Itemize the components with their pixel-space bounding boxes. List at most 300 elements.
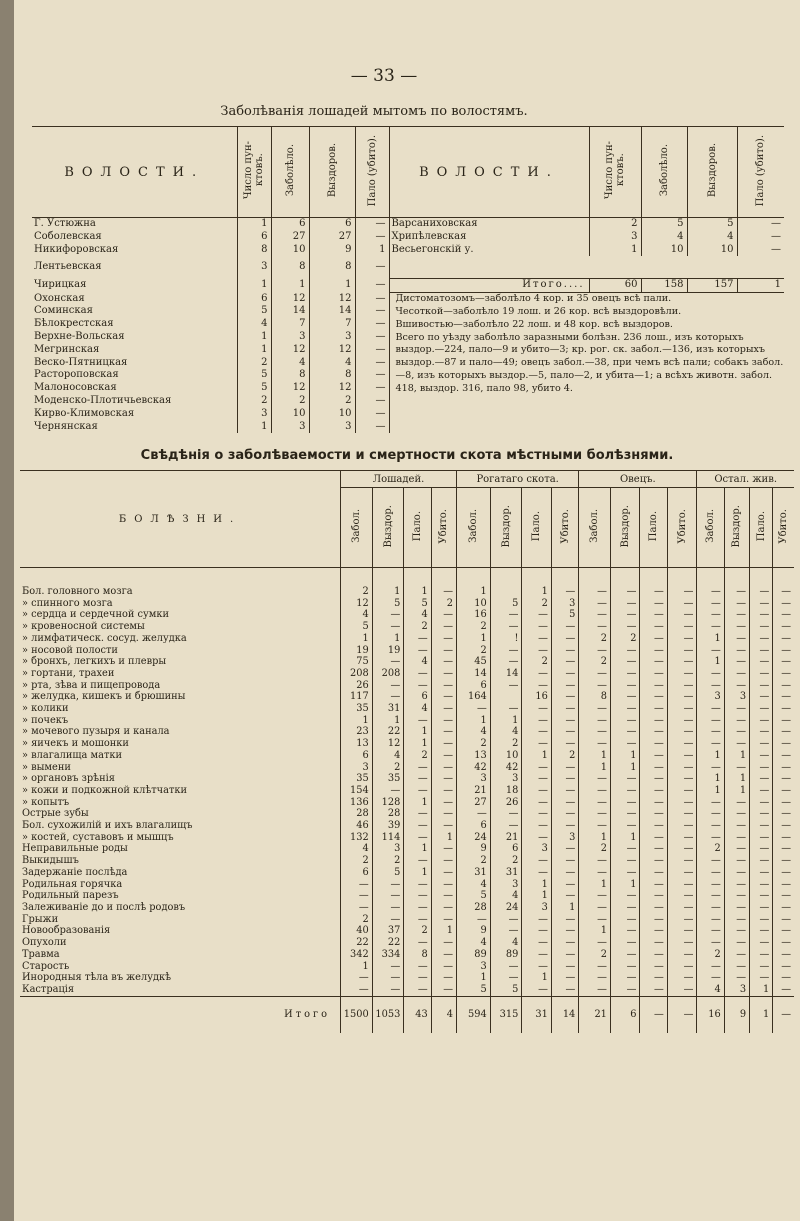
disease-value: 6 [341,750,373,762]
volost-value-s: 2 [271,395,309,408]
t2-row [20,890,794,902]
disease-value: — [724,586,749,598]
disease-value: — [640,984,667,996]
disease-value: — [431,668,456,680]
disease-value: — [724,914,749,926]
volost-value-r: 5 [687,218,737,231]
disease-value: — [522,738,552,750]
disease-value: 8 [579,691,611,703]
t1-total-r: 157 [687,279,737,293]
disease-value: — [750,609,773,621]
t1-note: Всего по уѣзду заболѣло заразными болѣзн. 236 лош., изъ которыхъ выздор.—224, пало—9 и убито—3; кр. рог. ск. забол.—136, изъ которыхъ выздор.—87 и пало—49; овецъ забол.—38, при чемъ всѣ пали; собакъ забол.—8, изъ которыхъ выздор.—5, пало—2, и убита—1; а всѣхъ животн. забол. 418, выздор. 316, пало 98, убито 4. [395,331,784,394]
disease-value: — [724,972,749,984]
disease-value: 1 [724,750,749,762]
disease-value: — [750,914,773,926]
disease-value: — [724,820,749,832]
disease-value: 5 [457,890,491,902]
disease-value: 22 [372,937,404,949]
disease-value: — [640,785,667,797]
disease-value: 2 [372,855,404,867]
volost-value-p: 8 [237,244,271,257]
disease-value: — [724,832,749,844]
t1-total-label: Итого.... [389,279,589,293]
volost-value-s: 3 [271,421,309,434]
disease-value: 12 [341,598,373,610]
disease-value: 31 [457,867,491,879]
disease-value: — [610,843,640,855]
disease-value: — [610,937,640,949]
volost-value-s: 1 [271,279,309,293]
disease-value: — [640,855,667,867]
disease-value: 4 [457,937,491,949]
volost-name: Соболевская [34,230,102,242]
disease-value: — [341,902,373,914]
t2-row [20,668,794,680]
disease-value: 45 [457,656,491,668]
t2-subhead: Выздор. [731,504,743,548]
disease-value: — [522,773,552,785]
disease-value: — [640,902,667,914]
disease-value: 1 [457,586,491,598]
disease-value: 1 [404,843,431,855]
disease-value: — [522,937,552,949]
volost-name: Бѣлокрестская [34,318,114,330]
disease-value: 208 [372,668,404,680]
disease-value: 2 [579,949,611,961]
disease-value: — [610,738,640,750]
disease-value: 1 [697,773,724,785]
volost-name: Чирицкая [34,279,87,291]
volost-name: Никифоровская [34,243,119,255]
disease-value: — [773,773,794,785]
disease-value: — [750,633,773,645]
disease-value: — [750,785,773,797]
disease-value: 5 [372,598,404,610]
disease-value: — [522,832,552,844]
disease-value: 1 [610,832,640,844]
disease-value: 42 [490,762,522,774]
t2-row [20,949,794,961]
disease-value: — [551,785,578,797]
disease-name: Родильный парезъ [22,890,119,902]
disease-value: — [431,879,456,891]
disease-value: 132 [341,832,373,844]
disease-value: 3 [522,902,552,914]
disease-value: — [551,820,578,832]
disease-value: — [404,773,431,785]
disease-name: » носовой полости [22,644,118,656]
volost-value-d: — [355,344,389,357]
volost-value-s: 12 [271,382,309,395]
disease-value: 1 [579,750,611,762]
disease-value: — [724,598,749,610]
disease-value: 1 [372,715,404,727]
disease-value: — [522,680,552,692]
disease-value: 5 [457,984,491,996]
t2-spacer [20,568,794,587]
disease-value: 2 [431,598,456,610]
disease-value: 21 [490,832,522,844]
disease-value: — [724,961,749,973]
disease-value: 4 [490,890,522,902]
disease-value: — [490,609,522,621]
disease-value: — [551,715,578,727]
disease-value: — [724,738,749,750]
disease-value: 19 [341,645,373,657]
disease-value: 117 [341,691,373,703]
t2-row [20,879,794,891]
disease-value: — [610,668,640,680]
disease-value: — [522,797,552,809]
disease-value: — [667,902,697,914]
disease-value: — [773,633,794,645]
t2-total-value: 1500 [341,996,373,1033]
volost-value-d: — [355,382,389,395]
disease-value: — [610,961,640,973]
disease-value: 1 [404,586,431,598]
disease-value: — [750,762,773,774]
disease-value: — [640,703,667,715]
disease-value: — [490,703,522,715]
disease-value: — [610,914,640,926]
disease-value: 24 [490,902,522,914]
disease-value: 1 [431,925,456,937]
disease-value: — [522,961,552,973]
disease-value: 1 [404,797,431,809]
disease-value: — [724,645,749,657]
t2-row [20,797,794,809]
disease-value: — [610,609,640,621]
volost-value-d: — [355,231,389,244]
disease-value: — [750,808,773,820]
volost-value-r: 14 [309,305,355,318]
disease-value: 28 [457,902,491,914]
disease-value: — [404,902,431,914]
disease-value: — [773,797,794,809]
disease-value: — [610,691,640,703]
t2-subhead: Убито. [559,508,571,544]
t1-row [32,256,784,279]
disease-value: — [667,762,697,774]
disease-value: — [667,855,697,867]
disease-name: Задержаніе послѣда [22,866,128,878]
disease-value: — [551,972,578,984]
disease-value: — [667,715,697,727]
disease-value: — [431,902,456,914]
disease-name: Залеживаніе до и послѣ родовъ [22,901,186,913]
disease-value: — [773,691,794,703]
disease-value: 3 [551,598,578,610]
disease-name: » сердца и сердечной сумки [22,609,170,621]
disease-value: — [404,645,431,657]
disease-value: — [640,961,667,973]
disease-name: Бол. сухожилій и ихъ влагалищъ [22,820,193,832]
disease-value: — [610,855,640,867]
t2-row [20,832,794,844]
volost-value-p: 1 [237,218,271,231]
disease-name: » желудка, кишекъ и брюшины [22,691,186,703]
disease-value: 89 [457,949,491,961]
t1-head-recovered-right: Выздоров. [706,143,718,198]
disease-value: — [724,656,749,668]
disease-value: — [490,656,522,668]
disease-value: — [667,633,697,645]
disease-value: — [522,668,552,680]
disease-value: — [522,645,552,657]
disease-value: — [640,738,667,750]
disease-value: — [431,633,456,645]
disease-value: 136 [341,797,373,809]
t2-total-value: 1053 [372,996,404,1033]
disease-value: — [610,656,640,668]
disease-value: — [551,738,578,750]
disease-name: » гортани, трахеи [22,667,115,679]
t2-row [20,633,794,645]
volost-value-p: 5 [237,382,271,395]
t1-row [32,231,784,244]
disease-value: — [404,972,431,984]
disease-value: — [522,726,552,738]
disease-value: 3 [457,961,491,973]
volost-value-d: — [355,369,389,382]
t2-row [20,773,794,785]
disease-value: 35 [372,773,404,785]
disease-value: — [640,680,667,692]
disease-value: — [404,633,431,645]
t2-total-value: — [667,996,697,1033]
t2-row [20,762,794,774]
disease-value: — [667,925,697,937]
volost-value-r: 12 [309,344,355,357]
volost-name: Хрипѣлевская [389,231,589,244]
disease-value: — [551,797,578,809]
volost-value-d: — [737,231,784,244]
local-diseases-table [20,470,794,1033]
disease-value: — [404,961,431,973]
volost-value-r: 12 [309,293,355,306]
t1-row [32,279,784,293]
disease-value: — [773,808,794,820]
volost-value-r: 3 [309,331,355,344]
volost-value-d: — [355,421,389,434]
t2-total-value: 16 [697,996,724,1033]
disease-name: » рта, зѣва и пищепровода [22,679,161,691]
disease-value: 4 [404,703,431,715]
disease-value: 3 [697,691,724,703]
disease-value: — [773,645,794,657]
t2-head-cattle: Рогатаго скота. [457,471,579,488]
disease-value: — [773,961,794,973]
disease-value: — [372,914,404,926]
volost-value-r: 10 [687,244,737,257]
disease-value: 1 [457,972,491,984]
disease-value: — [640,609,667,621]
t2-row [20,843,794,855]
disease-value: — [579,914,611,926]
volost-name: Весьегонскій у. [389,244,589,257]
disease-value: — [724,609,749,621]
disease-value: — [724,762,749,774]
volost-value-r: 27 [309,231,355,244]
disease-value: — [610,808,640,820]
disease-value: 1 [404,738,431,750]
disease-value: — [431,738,456,750]
volost-value-r: 12 [309,382,355,395]
t1-total-s: 158 [641,279,687,293]
volost-value-s: 27 [271,231,309,244]
disease-value: — [667,645,697,657]
disease-value: 208 [341,668,373,680]
disease-value: 31 [372,703,404,715]
disease-value: — [640,726,667,738]
disease-value: — [697,715,724,727]
disease-value: — [667,598,697,610]
disease-value: — [667,703,697,715]
volost-value-r: 7 [309,318,355,331]
disease-value: — [431,855,456,867]
disease-value: — [667,738,697,750]
disease-value: — [640,797,667,809]
disease-value: — [341,984,373,996]
disease-value: 2 [457,621,491,633]
disease-name: » копытъ [22,796,70,808]
volost-name: Растороповская [34,369,119,381]
disease-value: — [773,949,794,961]
disease-value: — [431,750,456,762]
disease-value: — [610,867,640,879]
disease-value: — [610,645,640,657]
disease-value: 1 [341,715,373,727]
disease-value: — [750,668,773,680]
disease-value: — [773,680,794,692]
disease-value: — [640,972,667,984]
disease-value: 35 [341,703,373,715]
disease-value: — [522,914,552,926]
disease-name: Опухоли [22,937,67,949]
volost-value-r: 4 [309,357,355,370]
disease-value: — [667,586,697,598]
disease-value: — [773,598,794,610]
disease-value: — [640,645,667,657]
t1-head-died-left: Пало (убито). [366,134,378,207]
t2-subhead: Пало. [412,510,424,542]
disease-value: — [431,808,456,820]
disease-name: Старость [22,960,70,972]
volost-value-d: — [355,293,389,306]
t2-subhead: Пало. [755,510,767,542]
disease-value: — [579,808,611,820]
disease-value: 2 [697,843,724,855]
volost-value-p: 3 [237,256,271,279]
disease-value: 2 [457,855,491,867]
disease-value: — [404,680,431,692]
t2-row [20,621,794,633]
disease-value: 1 [610,762,640,774]
disease-name: » бронхъ, легкихъ и плевры [22,656,167,668]
t2-row [20,855,794,867]
disease-value: — [667,726,697,738]
disease-value: — [697,914,724,926]
disease-value: — [750,925,773,937]
disease-value: — [372,621,404,633]
disease-value: 2 [341,914,373,926]
disease-value: — [341,972,373,984]
disease-value: 1 [404,726,431,738]
t1-note: Вшивостью—заболѣло 22 лош. и 48 кор. всѣ выздоров. [395,318,673,330]
disease-value: — [667,961,697,973]
disease-value: — [773,726,794,738]
disease-value: 2 [341,586,373,598]
table2-title: Свѣдѣнія о заболѣваемости и смертности скота мѣстными болѣзнями. [140,448,674,463]
disease-value: — [551,668,578,680]
disease-value: — [697,668,724,680]
disease-value: — [431,937,456,949]
t2-row [20,656,794,668]
disease-value: — [341,890,373,902]
disease-value: 2 [579,633,611,645]
disease-value: — [579,961,611,973]
t2-subhead: Выздор. [619,504,631,548]
disease-value: 22 [372,726,404,738]
volost-value-d: — [355,357,389,370]
t2-total-value: 6 [610,996,640,1033]
volost-value-p: 5 [237,369,271,382]
disease-value: 1 [404,867,431,879]
disease-value: — [431,972,456,984]
disease-value: — [667,843,697,855]
disease-name: » вымени [22,761,71,773]
disease-value: 1 [579,925,611,937]
t2-total-value: 315 [490,996,522,1033]
disease-value: — [773,832,794,844]
volost-name: Мегринская [34,343,100,355]
disease-value: — [372,902,404,914]
disease-value: 19 [372,645,404,657]
t2-total-value: 1 [750,996,773,1033]
disease-name: Родильная горячка [22,878,123,890]
disease-value: — [372,609,404,621]
volost-value-s: 3 [271,331,309,344]
disease-name: » яичекъ и мошонки [22,738,129,750]
volost-value-p: 4 [237,318,271,331]
disease-value: 342 [341,949,373,961]
disease-value: 1 [522,890,552,902]
volost-value-s: 14 [271,305,309,318]
disease-value: 27 [457,797,491,809]
disease-value: — [522,867,552,879]
disease-value: 1 [610,879,640,891]
disease-value: — [773,937,794,949]
t2-subhead: Убито. [438,508,450,544]
disease-value: — [750,656,773,668]
disease-value: — [610,773,640,785]
disease-value: — [551,808,578,820]
volost-value-p: 6 [237,231,271,244]
disease-value: 5 [490,598,522,610]
t2-row [20,715,794,727]
disease-value: — [579,645,611,657]
disease-value: 1 [341,633,373,645]
disease-value: — [551,867,578,879]
disease-value: — [724,808,749,820]
disease-value: — [404,937,431,949]
disease-value: 2 [457,738,491,750]
disease-value: — [490,925,522,937]
disease-value [490,691,522,703]
disease-value: — [431,645,456,657]
disease-value: — [750,621,773,633]
disease-value: — [431,586,456,598]
